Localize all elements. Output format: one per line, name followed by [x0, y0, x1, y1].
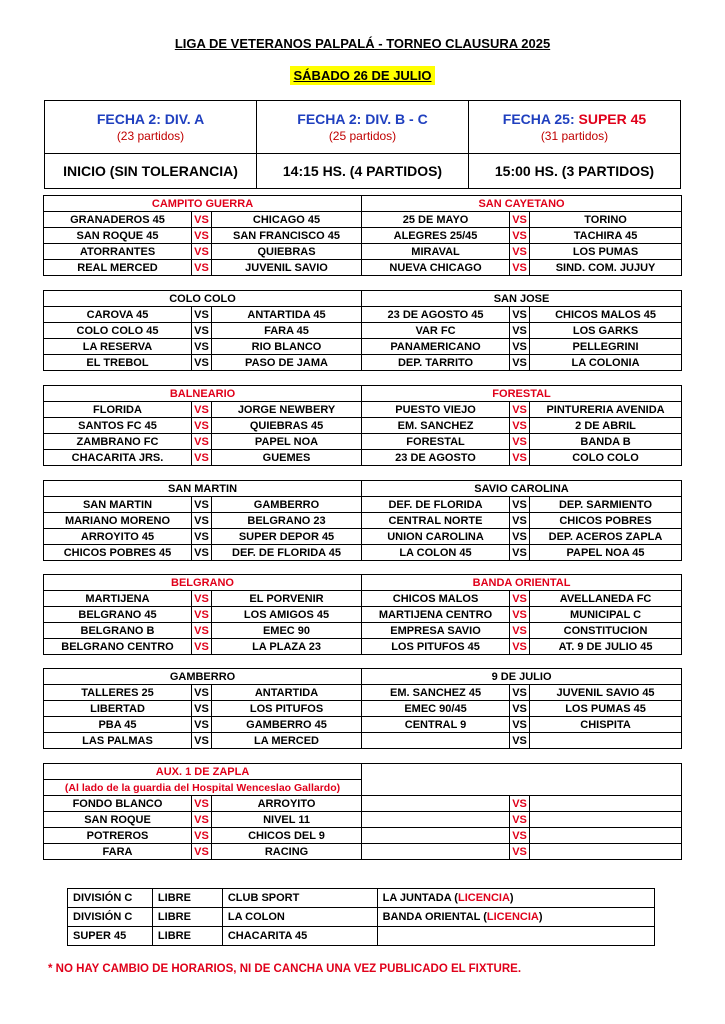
vs-label: VS	[192, 607, 212, 623]
away-team: BANDA B	[530, 434, 682, 450]
vs-label: VS	[192, 545, 212, 561]
away-team: LOS GARKS	[530, 323, 682, 339]
home-team: LIBERTAD	[44, 701, 192, 717]
home-team: SAN ROQUE	[44, 812, 192, 828]
away-team: SUPER DEPOR 45	[212, 529, 362, 545]
away-team: CHICOS POBRES	[530, 513, 682, 529]
vs-label: VS	[510, 685, 530, 701]
venue-name: FORESTAL	[362, 386, 682, 402]
libres-table	[67, 888, 655, 946]
vs-label: VS	[510, 844, 530, 860]
libre-division: SUPER 45	[68, 927, 153, 946]
table-row	[68, 889, 655, 908]
home-team: PBA 45	[44, 717, 192, 733]
vs-label: VS	[192, 529, 212, 545]
home-team: CHACARITA JRS.	[44, 450, 192, 466]
super-45-matches: (31 partidos)	[540, 129, 609, 143]
away-team: SAN FRANCISCO 45	[212, 228, 362, 244]
venue-header-row	[44, 386, 682, 402]
venue-header-row	[44, 669, 682, 685]
vs-label: VS	[192, 828, 212, 844]
away-team	[530, 844, 682, 860]
away-team: EMEC 90	[212, 623, 362, 639]
venue-header-row	[44, 764, 682, 780]
page-title: LIGA DE VETERANOS PALPALÁ - TORNEO CLAUSURA 2025	[174, 36, 551, 51]
vs-label: VS	[510, 796, 530, 812]
vs-label: VS	[192, 717, 212, 733]
venue-header-row	[44, 575, 682, 591]
vs-label: VS	[192, 260, 212, 276]
vs-label: VS	[192, 450, 212, 466]
away-team: RACING	[212, 844, 362, 860]
vs-label: VS	[192, 497, 212, 513]
venue-location-note: (Al lado de la guardia del Hospital Wenceslao Gallardo)	[44, 780, 362, 796]
away-team: CHISPITA	[530, 717, 682, 733]
libre-team: CLUB SPORT	[222, 889, 377, 908]
venue-name: BELGRANO	[44, 575, 362, 591]
division-a-cell	[45, 101, 257, 154]
away-team: AVELLANEDA FC	[530, 591, 682, 607]
vs-label: VS	[192, 418, 212, 434]
table-row	[44, 497, 682, 513]
libre-team: LA COLON	[222, 908, 377, 927]
table-row	[44, 733, 682, 749]
away-team: JUVENIL SAVIO 45	[530, 685, 682, 701]
venue-name: AUX. 1 DE ZAPLA	[44, 764, 362, 780]
home-team: CHICOS MALOS	[362, 591, 510, 607]
home-team: CAROVA 45	[44, 307, 192, 323]
away-team: GAMBERRO	[212, 497, 362, 513]
home-team	[362, 733, 510, 749]
away-team: DEF. DE FLORIDA 45	[212, 545, 362, 561]
vs-label: VS	[510, 418, 530, 434]
vs-label: VS	[192, 323, 212, 339]
venue-name: BANDA ORIENTAL	[362, 575, 682, 591]
home-team: FARA	[44, 844, 192, 860]
match-date: SÁBADO 26 DE JULIO	[290, 66, 436, 85]
home-team: ARROYITO 45	[44, 529, 192, 545]
venue-block	[43, 574, 682, 655]
vs-label: VS	[192, 623, 212, 639]
home-team: EM. SANCHEZ	[362, 418, 510, 434]
home-team: SAN MARTIN	[44, 497, 192, 513]
home-team: SANTOS FC 45	[44, 418, 192, 434]
division-bc-heading: FECHA 2: DIV. B - C	[297, 111, 428, 127]
away-team: ARROYITO	[212, 796, 362, 812]
away-team: LOS PUMAS	[530, 244, 682, 260]
vs-label: VS	[510, 591, 530, 607]
license-badge: LICENCIA	[486, 911, 539, 923]
away-team: LOS PUMAS 45	[530, 701, 682, 717]
away-team: LA COLONIA	[530, 355, 682, 371]
super-45-heading: FECHA 25: SUPER 45	[502, 111, 647, 127]
away-team: ANTARTIDA	[212, 685, 362, 701]
away-team: QUIEBRAS 45	[212, 418, 362, 434]
division-bc-start: 14:15 HS. (4 PARTIDOS)	[257, 154, 469, 189]
table-row	[44, 717, 682, 733]
home-team: SAN ROQUE 45	[44, 228, 192, 244]
home-team: VAR FC	[362, 323, 510, 339]
home-team: CENTRAL 9	[362, 717, 510, 733]
vs-label: VS	[510, 497, 530, 513]
venue-header-row	[44, 196, 682, 212]
home-team: LA COLON 45	[362, 545, 510, 561]
table-row	[44, 307, 682, 323]
vs-label: VS	[192, 228, 212, 244]
venue-name: SAVIO CAROLINA	[362, 481, 682, 497]
table-row	[44, 339, 682, 355]
vs-label: VS	[510, 402, 530, 418]
home-team: CENTRAL NORTE	[362, 513, 510, 529]
home-team: MARTIJENA	[44, 591, 192, 607]
venue-block	[43, 385, 682, 466]
table-row	[44, 212, 682, 228]
vs-label: VS	[510, 212, 530, 228]
vs-label: VS	[510, 355, 530, 371]
home-team: BELGRANO B	[44, 623, 192, 639]
super-45-start: 15:00 HS. (3 PARTIDOS)	[469, 154, 681, 189]
home-team	[362, 828, 510, 844]
venue-name: COLO COLO	[44, 291, 362, 307]
away-team: PELLEGRINI	[530, 339, 682, 355]
vs-label: VS	[192, 339, 212, 355]
home-team	[362, 844, 510, 860]
table-row	[44, 244, 682, 260]
away-team: COLO COLO	[530, 450, 682, 466]
vs-label: VS	[192, 513, 212, 529]
vs-label: VS	[510, 545, 530, 561]
division-a-matches: (23 partidos)	[116, 129, 185, 143]
home-team: ATORRANTES	[44, 244, 192, 260]
vs-label: VS	[510, 434, 530, 450]
table-row	[44, 228, 682, 244]
vs-label: VS	[510, 701, 530, 717]
vs-label: VS	[192, 796, 212, 812]
libre-division: DIVISIÓN C	[68, 889, 153, 908]
away-team: MUNICIPAL C	[530, 607, 682, 623]
home-team: DEF. DE FLORIDA	[362, 497, 510, 513]
table-row	[44, 607, 682, 623]
table-row	[68, 908, 655, 927]
division-bc-matches: (25 partidos)	[328, 129, 397, 143]
away-team: TORINO	[530, 212, 682, 228]
date-banner-wrap	[0, 66, 725, 85]
table-row	[44, 623, 682, 639]
vs-label: VS	[510, 828, 530, 844]
venue-name: SAN CAYETANO	[362, 196, 682, 212]
venue-name: 9 DE JULIO	[362, 669, 682, 685]
vs-label: VS	[510, 717, 530, 733]
home-team: COLO COLO 45	[44, 323, 192, 339]
venue-name: CAMPITO GUERRA	[44, 196, 362, 212]
home-team: EMPRESA SAVIO	[362, 623, 510, 639]
home-team: MIRAVAL	[362, 244, 510, 260]
away-team	[530, 796, 682, 812]
away-team	[530, 733, 682, 749]
vs-label: VS	[192, 591, 212, 607]
division-a-heading: FECHA 2: DIV. A	[96, 111, 205, 127]
away-team: PASO DE JAMA	[212, 355, 362, 371]
vs-label: VS	[510, 812, 530, 828]
table-row	[44, 434, 682, 450]
home-team: DEP. TARRITO	[362, 355, 510, 371]
table-row	[68, 927, 655, 946]
vs-label: VS	[192, 244, 212, 260]
home-team: LA RESERVA	[44, 339, 192, 355]
away-team: BELGRANO 23	[212, 513, 362, 529]
libre-team: CHACARITA 45	[222, 927, 377, 946]
home-team: ZAMBRANO FC	[44, 434, 192, 450]
vs-label: VS	[510, 450, 530, 466]
table-row	[44, 844, 682, 860]
division-a-start: INICIO (SIN TOLERANCIA)	[45, 154, 257, 189]
venue-block	[43, 480, 682, 561]
home-team: FONDO BLANCO	[44, 796, 192, 812]
venue-block	[43, 763, 682, 860]
vs-label: VS	[510, 323, 530, 339]
vs-label: VS	[192, 212, 212, 228]
home-team: UNION CAROLINA	[362, 529, 510, 545]
vs-label: VS	[192, 701, 212, 717]
libre-status: LIBRE	[152, 927, 222, 946]
vs-label: VS	[192, 355, 212, 371]
away-team: PAPEL NOA 45	[530, 545, 682, 561]
table-row	[44, 828, 682, 844]
home-team: MARIANO MORENO	[44, 513, 192, 529]
home-team	[362, 796, 510, 812]
away-team: LOS PITUFOS	[212, 701, 362, 717]
away-team: 2 DE ABRIL	[530, 418, 682, 434]
table-row	[44, 355, 682, 371]
schedule-table	[44, 100, 681, 189]
away-team: LA MERCED	[212, 733, 362, 749]
away-team: PAPEL NOA	[212, 434, 362, 450]
home-team: MARTIJENA CENTRO	[362, 607, 510, 623]
table-row	[44, 323, 682, 339]
division-bc-cell	[257, 101, 469, 154]
venue-header-row	[44, 481, 682, 497]
license-badge: LICENCIA	[457, 892, 510, 904]
away-team: GAMBERRO 45	[212, 717, 362, 733]
vs-label: VS	[510, 529, 530, 545]
table-row	[44, 450, 682, 466]
libre-status: LIBRE	[152, 908, 222, 927]
table-row	[44, 591, 682, 607]
venue-name: GAMBERRO	[44, 669, 362, 685]
venue-name: SAN MARTIN	[44, 481, 362, 497]
home-team: EMEC 90/45	[362, 701, 510, 717]
vs-label: VS	[192, 812, 212, 828]
vs-label: VS	[510, 244, 530, 260]
home-team: LAS PALMAS	[44, 733, 192, 749]
home-team: NUEVA CHICAGO	[362, 260, 510, 276]
away-team: JORGE NEWBERY	[212, 402, 362, 418]
away-team: DEP. SARMIENTO	[530, 497, 682, 513]
away-team: DEP. ACEROS ZAPLA	[530, 529, 682, 545]
home-team: EL TREBOL	[44, 355, 192, 371]
away-team: RIO BLANCO	[212, 339, 362, 355]
libre-other	[377, 927, 654, 946]
home-team: 25 DE MAYO	[362, 212, 510, 228]
away-team: CHICOS DEL 9	[212, 828, 362, 844]
vs-label: VS	[192, 307, 212, 323]
table-row	[44, 639, 682, 655]
away-team: CONSTITUCION	[530, 623, 682, 639]
venue-block	[43, 195, 682, 276]
away-team: JUVENIL SAVIO	[212, 260, 362, 276]
vs-label: VS	[192, 844, 212, 860]
super-45-cell	[469, 101, 681, 154]
away-team: PINTURERIA AVENIDA	[530, 402, 682, 418]
libre-other: LA JUNTADA (LICENCIA)	[377, 889, 654, 908]
table-row	[44, 812, 682, 828]
libre-division: DIVISIÓN C	[68, 908, 153, 927]
venue-name: BALNEARIO	[44, 386, 362, 402]
libre-status: LIBRE	[152, 889, 222, 908]
table-row	[44, 513, 682, 529]
home-team: BELGRANO CENTRO	[44, 639, 192, 655]
home-team: PUESTO VIEJO	[362, 402, 510, 418]
footer-note: * NO HAY CAMBIO DE HORARIOS, NI DE CANCHA UNA VEZ PUBLICADO EL FIXTURE.	[48, 963, 522, 975]
home-team: FLORIDA	[44, 402, 192, 418]
home-team: ALEGRES 25/45	[362, 228, 510, 244]
away-team	[530, 812, 682, 828]
home-team: 23 DE AGOSTO 45	[362, 307, 510, 323]
table-row	[44, 685, 682, 701]
away-team: TACHIRA 45	[530, 228, 682, 244]
vs-label: VS	[510, 623, 530, 639]
vs-label: VS	[192, 434, 212, 450]
away-team: SIND. COM. JUJUY	[530, 260, 682, 276]
away-team: QUIEBRAS	[212, 244, 362, 260]
home-team: CHICOS POBRES 45	[44, 545, 192, 561]
home-team: REAL MERCED	[44, 260, 192, 276]
home-team: PANAMERICANO	[362, 339, 510, 355]
away-team: CHICAGO 45	[212, 212, 362, 228]
vs-label: VS	[192, 685, 212, 701]
vs-label: VS	[192, 402, 212, 418]
home-team	[362, 812, 510, 828]
home-team: LOS PITUFOS 45	[362, 639, 510, 655]
venue-block	[43, 668, 682, 749]
home-team: EM. SANCHEZ 45	[362, 685, 510, 701]
home-team: BELGRANO 45	[44, 607, 192, 623]
table-row	[44, 701, 682, 717]
away-team: NIVEL 11	[212, 812, 362, 828]
table-row	[44, 260, 682, 276]
venue-block	[43, 290, 682, 371]
vs-label: VS	[510, 639, 530, 655]
away-team	[530, 828, 682, 844]
vs-label: VS	[192, 733, 212, 749]
away-team: FARA 45	[212, 323, 362, 339]
vs-label: VS	[510, 339, 530, 355]
libre-other: BANDA ORIENTAL (LICENCIA)	[377, 908, 654, 927]
vs-label: VS	[192, 639, 212, 655]
home-team: GRANADEROS 45	[44, 212, 192, 228]
home-team: TALLERES 25	[44, 685, 192, 701]
venue-name	[362, 764, 682, 796]
table-row	[44, 418, 682, 434]
table-row	[44, 796, 682, 812]
home-team: 23 DE AGOSTO	[362, 450, 510, 466]
vs-label: VS	[510, 307, 530, 323]
vs-label: VS	[510, 228, 530, 244]
away-team: CHICOS MALOS 45	[530, 307, 682, 323]
home-team: POTREROS	[44, 828, 192, 844]
table-row	[44, 545, 682, 561]
vs-label: VS	[510, 733, 530, 749]
away-team: LA PLAZA 23	[212, 639, 362, 655]
home-team: FORESTAL	[362, 434, 510, 450]
venue-name: SAN JOSE	[362, 291, 682, 307]
away-team: ANTARTIDA 45	[212, 307, 362, 323]
vs-label: VS	[510, 260, 530, 276]
away-team: EL PORVENIR	[212, 591, 362, 607]
away-team: LOS AMIGOS 45	[212, 607, 362, 623]
vs-label: VS	[510, 513, 530, 529]
venue-header-row	[44, 291, 682, 307]
vs-label: VS	[510, 607, 530, 623]
table-row	[44, 529, 682, 545]
table-row	[44, 402, 682, 418]
away-team: AT. 9 DE JULIO 45	[530, 639, 682, 655]
away-team: GUEMES	[212, 450, 362, 466]
